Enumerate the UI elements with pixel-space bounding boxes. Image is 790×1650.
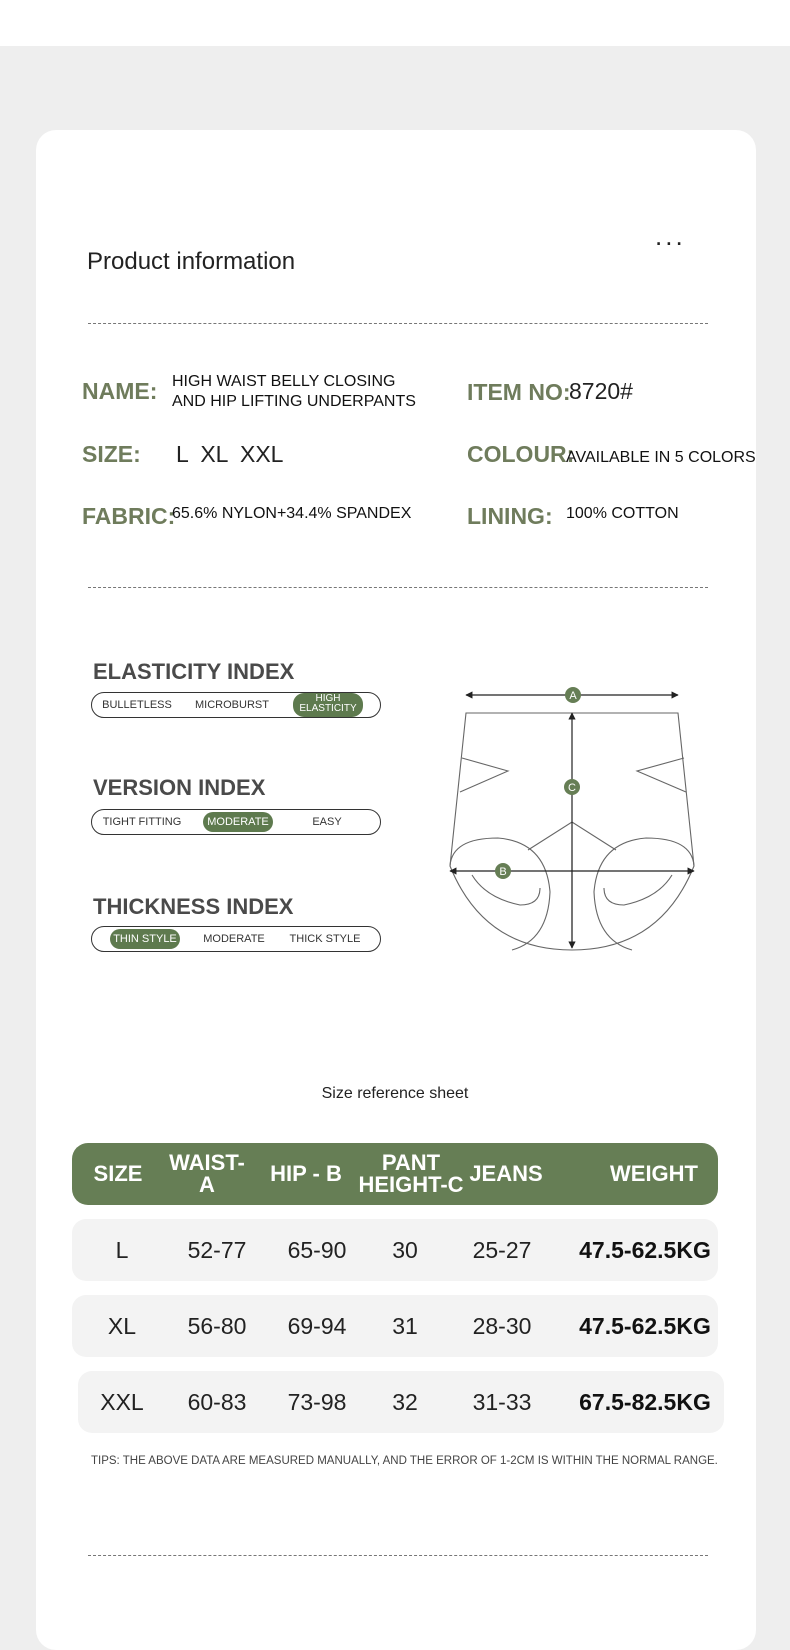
size-sheet-title: Size reference sheet	[321, 1085, 469, 1102]
cell-hip: 73-98	[287, 1388, 347, 1415]
lining-value: 100% COTTON	[566, 505, 679, 522]
svg-text:A: A	[569, 690, 577, 702]
header-hip: HIP - B	[270, 1161, 342, 1186]
version-option-tight-fitting: TIGHT FITTING	[102, 816, 182, 828]
thickness-option-thick-style: THICK STYLE	[289, 933, 361, 945]
cell-pant-height: 31	[392, 1312, 418, 1339]
header-pant-height: PANT HEIGHT-C	[358, 1150, 464, 1197]
size-label: SIZE:	[82, 441, 141, 467]
name-value	[172, 372, 416, 412]
name-value-line1: HIGH WAIST BELLY CLOSING	[172, 373, 396, 390]
divider-top	[88, 323, 708, 324]
name-label: NAME:	[82, 378, 158, 404]
version-index-scale	[91, 809, 381, 835]
item-no-value: 8720#	[569, 378, 633, 404]
cell-size: L	[115, 1236, 129, 1263]
table-row	[78, 1371, 724, 1433]
cell-hip: 65-90	[287, 1236, 347, 1263]
version-option-easy: EASY	[312, 816, 342, 828]
thickness-index-scale	[91, 926, 381, 952]
divider-bottom	[88, 1555, 708, 1556]
header-weight: WEIGHT	[610, 1161, 698, 1186]
cell-pant-height: 32	[392, 1388, 418, 1415]
fabric-label: FABRIC:	[82, 503, 176, 529]
colour-value: AVAILABLE IN 5 COLORS	[566, 449, 756, 466]
measurement-diagram	[440, 680, 700, 956]
elasticity-index-title: ELASTICITY INDEX	[93, 659, 295, 684]
header-size: SIZE	[93, 1161, 143, 1186]
cell-weight: 47.5-62.5KG	[579, 1312, 711, 1339]
cell-waist: 60-83	[187, 1388, 247, 1415]
cell-pant-height: 30	[392, 1236, 418, 1263]
page-title: Product information	[87, 248, 296, 275]
version-option-moderate: MODERATE	[203, 812, 273, 832]
thickness-option-moderate: MODERATE	[203, 933, 265, 945]
marker-b	[495, 863, 511, 879]
cell-size: XXL	[100, 1388, 144, 1415]
size-table-header	[72, 1143, 718, 1205]
tips-note: TIPS: THE ABOVE DATA ARE MEASURED MANUALLY, AND THE ERROR OF 1-2CM IS WITHIN THE NORMAL RANGE.	[91, 1455, 718, 1467]
divider-middle	[88, 587, 708, 588]
more-options-icon[interactable]: ...	[655, 221, 686, 251]
svg-text:C: C	[568, 782, 576, 794]
cell-hip: 69-94	[287, 1312, 347, 1339]
svg-text:B: B	[499, 866, 507, 878]
cell-jeans: 28-30	[472, 1312, 532, 1339]
elasticity-index-scale	[91, 692, 381, 718]
name-value-line2: AND HIP LIFTING UNDERPANTS	[172, 393, 416, 410]
cell-jeans: 31-33	[472, 1388, 532, 1415]
top-bar	[0, 0, 790, 46]
elasticity-option-high-elasticity: HIGH ELASTICITY	[293, 693, 363, 717]
marker-c	[564, 779, 580, 795]
size-value: L XL XXL	[176, 441, 284, 467]
item-no-label: ITEM NO:	[467, 379, 571, 405]
colour-label: COLOUR:	[467, 441, 575, 467]
elasticity-option-microburst: MICROBURST	[195, 699, 269, 711]
cell-weight: 47.5-62.5KG	[579, 1236, 711, 1263]
header-waist: WAIST-A	[169, 1150, 245, 1197]
version-index-title: VERSION INDEX	[93, 775, 266, 800]
marker-a	[565, 687, 581, 703]
fabric-value: 65.6% NYLON+34.4% SPANDEX	[172, 505, 412, 522]
cell-waist: 52-77	[187, 1236, 247, 1263]
table-row	[72, 1295, 718, 1357]
cell-jeans: 25-27	[472, 1236, 532, 1263]
cell-size: XL	[107, 1312, 137, 1339]
elasticity-option-bulletless: BULLETLESS	[102, 699, 172, 711]
header-jeans: JEANS	[469, 1161, 543, 1186]
cell-weight: 67.5-82.5KG	[579, 1388, 711, 1415]
cell-waist: 56-80	[187, 1312, 247, 1339]
lining-label: LINING:	[467, 503, 553, 529]
table-row	[72, 1219, 718, 1281]
thickness-option-thin-style: THIN STYLE	[110, 929, 180, 949]
thickness-index-title: THICKNESS INDEX	[93, 894, 294, 919]
